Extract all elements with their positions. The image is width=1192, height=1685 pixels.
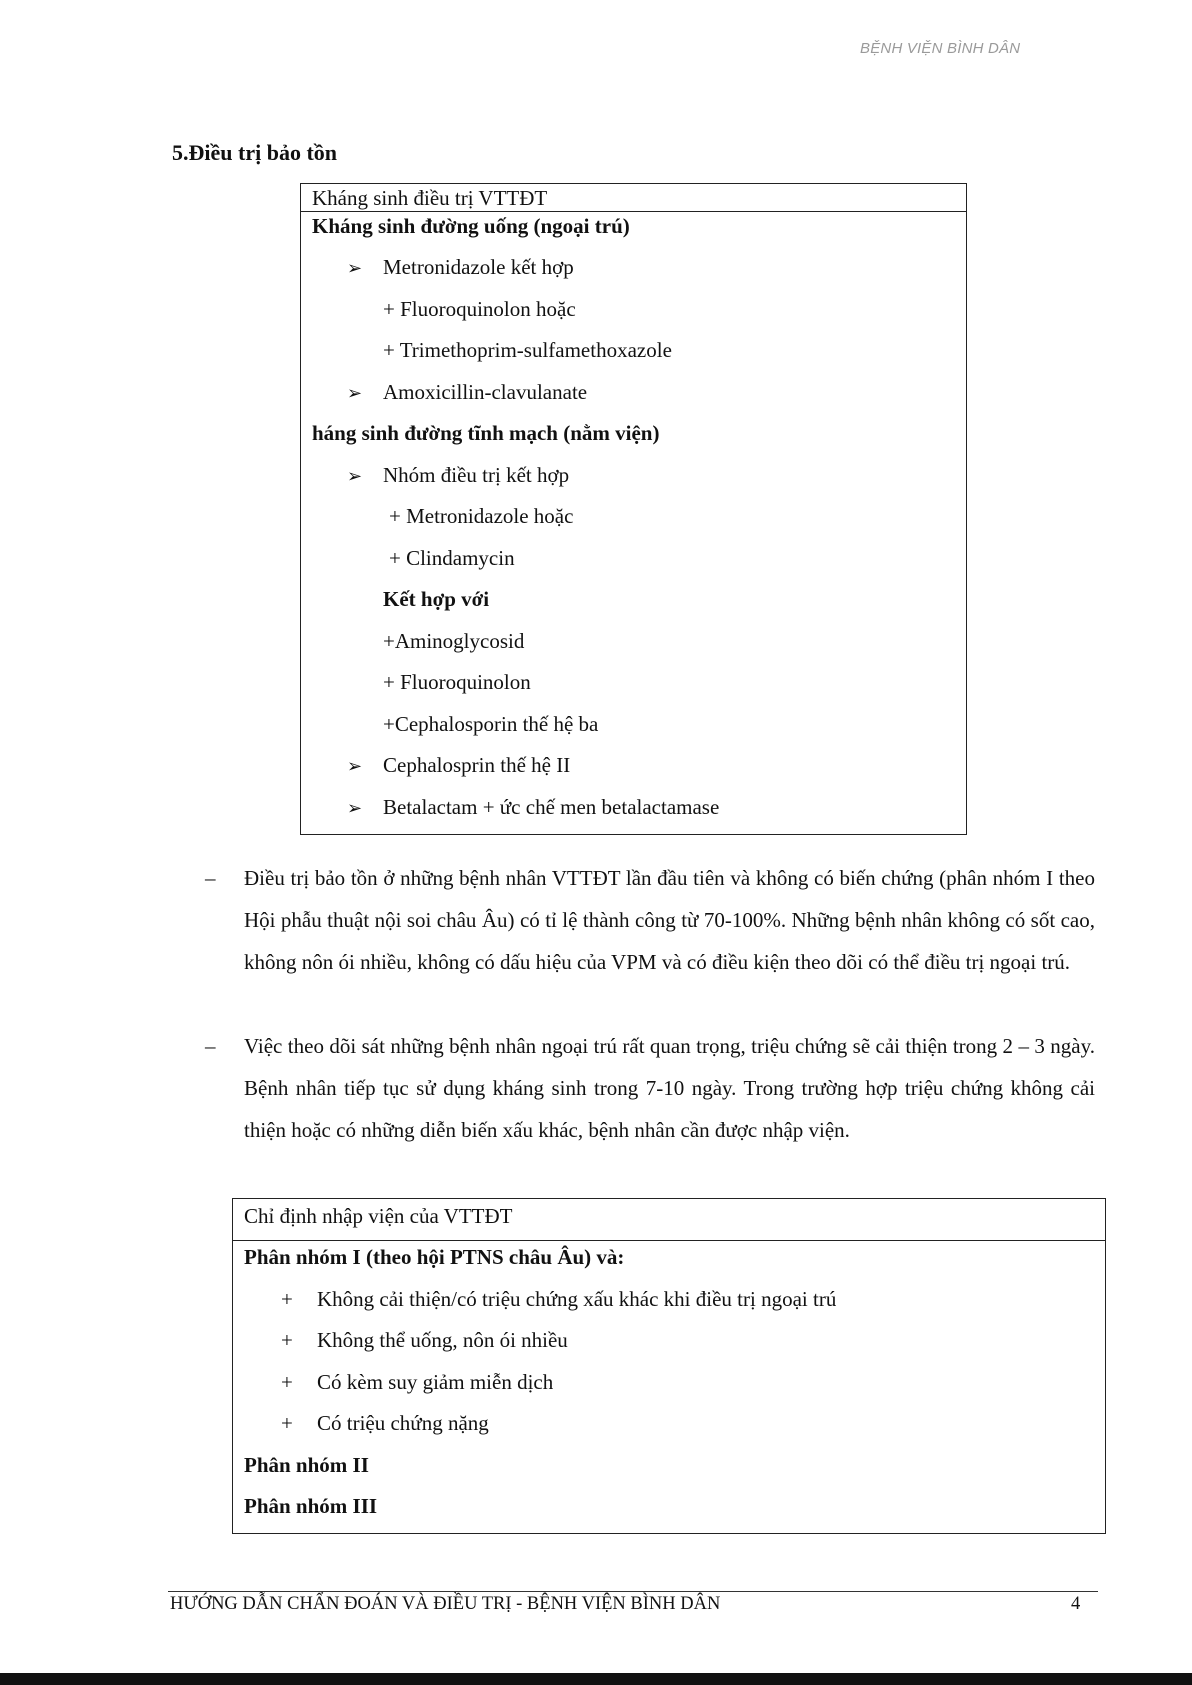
iv-item-3-label: Betalactam + ức chế men betalactamase [383,795,720,819]
page-header: BỆNH VIỆN BÌNH DÂN [860,40,1021,57]
paragraph-1: Điều trị bảo tồn ở những bệnh nhân VTTĐT lần đầu tiên và không có biến chứng (phân nhóm I theo Hội phẫu thuật nội soi châu Âu) có tỉ lệ thành công từ 70-100%. Những bệnh nhân không có sốt cao, không nôn ói nhiều, không có dấu hiệu của VPM và có điều kiện theo dõi có thể điều trị ngoại trú. [244,866,1095,974]
iv-item-1-label: Nhóm điều trị kết hợp [383,463,570,487]
admission-item-3 [281,1368,553,1396]
iv-item-2-label: Cephalosprin thế hệ II [383,753,571,777]
dash-bullet: – [205,866,216,890]
iv-item-1-b: + Clindamycin [389,546,515,570]
plus-bullet: + [281,1328,293,1352]
plus-bullet: + [281,1370,293,1394]
admission-item-2-label: Không thể uống, nôn ói nhiều [317,1328,568,1352]
page-number: 4 [1071,1594,1081,1614]
combine-a: +Aminoglycosid [383,629,525,653]
arrowhead-bullet-icon: ➢ [347,798,363,818]
combine-b: + Fluoroquinolon [383,670,531,694]
arrowhead-bullet-icon: ➢ [347,756,363,776]
section-title: 5.Điều trị bảo tồn [172,140,337,165]
iv-item-1 [347,461,569,490]
arrowhead-bullet-icon: ➢ [347,466,363,486]
admission-item-4 [281,1409,489,1437]
combine-heading: Kết hợp với [383,587,490,611]
footer-title: HƯỚNG DẪN CHẨN ĐOÁN VÀ ĐIỀU TRỊ - BỆNH VIỆN BÌNH DÂN [170,1594,721,1614]
group3-heading: Phân nhóm III [244,1494,378,1518]
oral-item-2 [347,378,587,407]
oral-item-1 [347,253,574,282]
iv-item-3 [347,793,719,822]
oral-heading: Kháng sinh đường uống (ngoại trú) [312,214,630,238]
admission-item-2 [281,1326,568,1354]
combine-c: +Cephalosporin thế hệ ba [383,712,599,736]
admission-table-caption: Chỉ định nhập viện của VTTĐT [233,1199,1105,1241]
oral-item-2-label: Amoxicillin-clavulanate [383,380,588,404]
iv-item-2 [347,751,570,780]
admission-item-1-label: Không cải thiện/có triệu chứng xấu khác khi điều trị ngoại trú [317,1287,837,1311]
group2-heading: Phân nhóm II [244,1453,369,1477]
iv-item-1-a: + Metronidazole hoặc [389,504,574,528]
admission-item-4-label: Có triệu chứng nặng [317,1411,489,1435]
admission-table [232,1198,1106,1534]
plus-bullet: + [281,1411,293,1435]
arrowhead-bullet-icon: ➢ [347,383,363,403]
antibiotic-table-caption: Kháng sinh điều trị VTTĐT [301,184,966,212]
arrowhead-bullet-icon: ➢ [347,258,363,278]
paragraph-2: Việc theo dõi sát những bệnh nhân ngoại trú rất quan trọng, triệu chứng sẽ cải thiện trong 2 – 3 ngày. Bệnh nhân tiếp tục sử dụng kháng sinh trong 7-10 ngày. Trong trường hợp triệu chứng không cải thiện hoặc có những diễn biến xấu khác, bệnh nhân cần được nhập viện. [244,1034,1095,1142]
oral-item-1-a: + Fluoroquinolon hoặc [383,297,576,321]
oral-item-1-label: Metronidazole kết hợp [383,255,574,279]
antibiotic-table [300,183,967,835]
footer-rule [168,1591,1098,1592]
group1-heading: Phân nhóm I (theo hội PTNS châu Âu) và: [244,1245,625,1269]
admission-item-1 [281,1285,836,1313]
dash-bullet: – [205,1034,216,1058]
iv-heading: háng sinh đường tĩnh mạch (nằm viện) [312,421,660,445]
admission-item-3-label: Có kèm suy giảm miễn dịch [317,1370,554,1394]
plus-bullet: + [281,1287,293,1311]
bottom-bar [0,1673,1192,1685]
oral-item-1-b: + Trimethoprim-sulfamethoxazole [383,338,672,362]
